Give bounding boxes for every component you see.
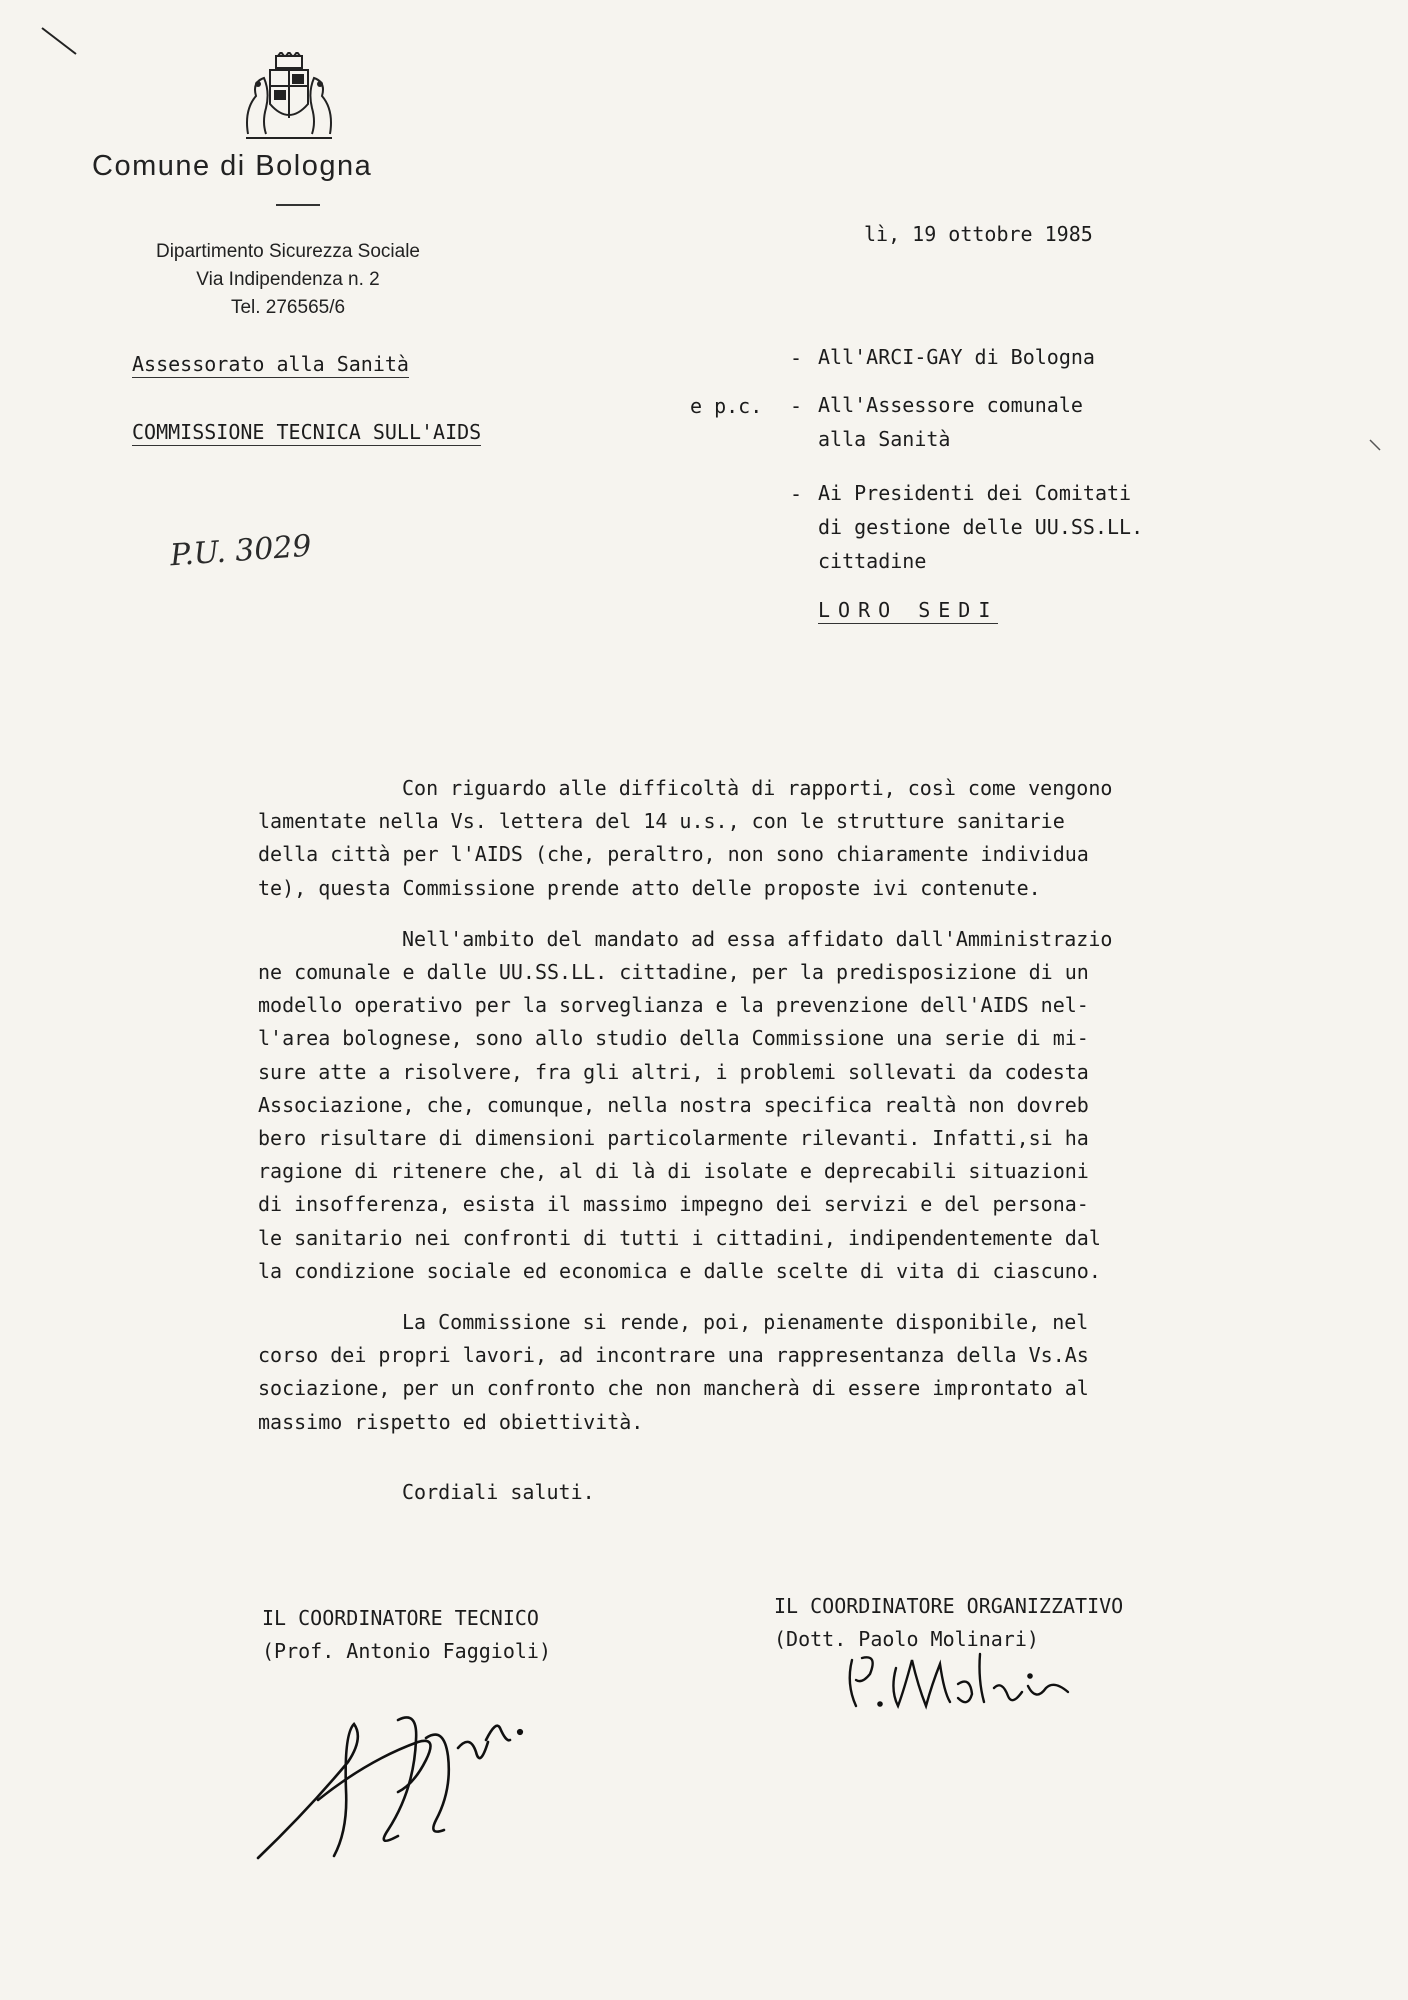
department-street: Via Indipendenza n. 2 — [196, 269, 380, 290]
body-line: Con riguardo alle difficoltà di rapporti, così come vengono — [402, 776, 1113, 800]
handwritten-signature-icon — [248, 1680, 588, 1870]
protocol-note — [168, 526, 338, 576]
body-line: della città per l'AIDS (che, peraltro, non sono chiaramente individua — [258, 842, 1089, 867]
letter-body — [258, 772, 1258, 1439]
department-phone: Tel. 276565/6 — [230, 297, 346, 318]
signer-role: IL COORDINATORE TECNICO — [262, 1606, 539, 1630]
dash: - — [790, 346, 803, 370]
body-line: Nell'ambito del mandato ad essa affidato dall'Amministrazio — [402, 926, 1113, 951]
commissione-heading: COMMISSIONE TECNICA SULL'AIDS — [132, 420, 482, 444]
cc1-line: alla Sanità — [818, 427, 951, 451]
title-rule — [276, 204, 320, 206]
body-line: ragione di ritenere che, al di là di isolate e deprecabili situazioni — [258, 1159, 1089, 1184]
dash: - — [790, 394, 803, 418]
closing-salutation: Cordiali saluti. — [402, 1480, 595, 1504]
cc-label: e p.c. — [690, 394, 763, 418]
body-line: Associazione, che, comunque, nella nostra specifica realtà non dovreb — [258, 1092, 1089, 1117]
protocol-note-text: P.U. 3029 — [168, 528, 313, 574]
body-line: sociazione, per un confronto che non mancherà di essere improntato al — [258, 1376, 1089, 1401]
body-line: l'area bolognese, sono allo studio della Commissione una serie di mi- — [258, 1026, 1089, 1051]
body-line: di insofferenza, esista il massimo impegno dei servizi e del persona- — [258, 1192, 1089, 1217]
assessorato-heading: Assessorato alla Sanità — [132, 352, 409, 376]
body-line: lamentate nella Vs. lettera del 14 u.s., con le strutture sanitarie — [258, 809, 1065, 834]
body-line: le sanitario nei confronti di tutti i cittadini, indipendentemente dal — [258, 1225, 1101, 1250]
signer-name: (Dott. Paolo Molinari) — [774, 1627, 1039, 1651]
cc1-line: All'Assessore comunale — [818, 393, 1083, 417]
recipient-main: All'ARCI-GAY di Bologna — [818, 345, 1095, 369]
cc2-line: Ai Presidenti dei Comitati — [818, 481, 1132, 505]
coat-of-arms-icon — [236, 52, 342, 142]
dash: - — [790, 482, 803, 506]
body-line: massimo rispetto ed obiettività. — [258, 1409, 644, 1434]
signature-block-left — [262, 1602, 551, 1668]
recipient-cc1 — [818, 388, 1083, 456]
department-name: Dipartimento Sicurezza Sociale — [155, 241, 420, 262]
body-line: corso dei propri lavori, ad incontrare una rappresentanza della Vs.As — [258, 1343, 1089, 1368]
body-line: modello operativo per la sorveglianza e la prevenzione dell'AIDS nel- — [258, 993, 1089, 1018]
body-line: la condizione sociale ed economica e dalle scelte di vita di ciascuno. — [258, 1258, 1101, 1283]
comune-title: Comune di Bologna — [92, 150, 373, 182]
body-line: bero risultare di dimensioni particolarmente rilevanti. Infatti,si ha — [258, 1126, 1089, 1151]
scan-mark — [40, 24, 80, 64]
signer-role: IL COORDINATORE ORGANIZZATIVO — [774, 1594, 1124, 1618]
body-line: te), questa Commissione prende atto delle proposte ivi contenute. — [258, 875, 1041, 900]
body-line: sure atte a risolvere, fra gli altri, i problemi sollevati da codesta — [258, 1059, 1089, 1084]
loro-sedi: LORO SEDI — [818, 598, 999, 622]
department-address — [132, 238, 444, 322]
body-line: ne comunale e dalle UU.SS.LL. cittadine, per la predisposizione di un — [258, 960, 1089, 985]
body-line: La Commissione si rende, poi, pienamente disponibile, nel — [402, 1310, 1089, 1335]
scan-mark — [1366, 436, 1386, 456]
cc2-line: di gestione delle UU.SS.LL. — [818, 515, 1144, 539]
handwritten-signature-icon — [832, 1640, 1092, 1720]
recipient-cc2 — [818, 476, 1143, 578]
cc2-line: cittadine — [818, 549, 927, 573]
signer-name: (Prof. Antonio Faggioli) — [262, 1639, 551, 1663]
letter-date: lì, 19 ottobre 1985 — [864, 222, 1093, 246]
